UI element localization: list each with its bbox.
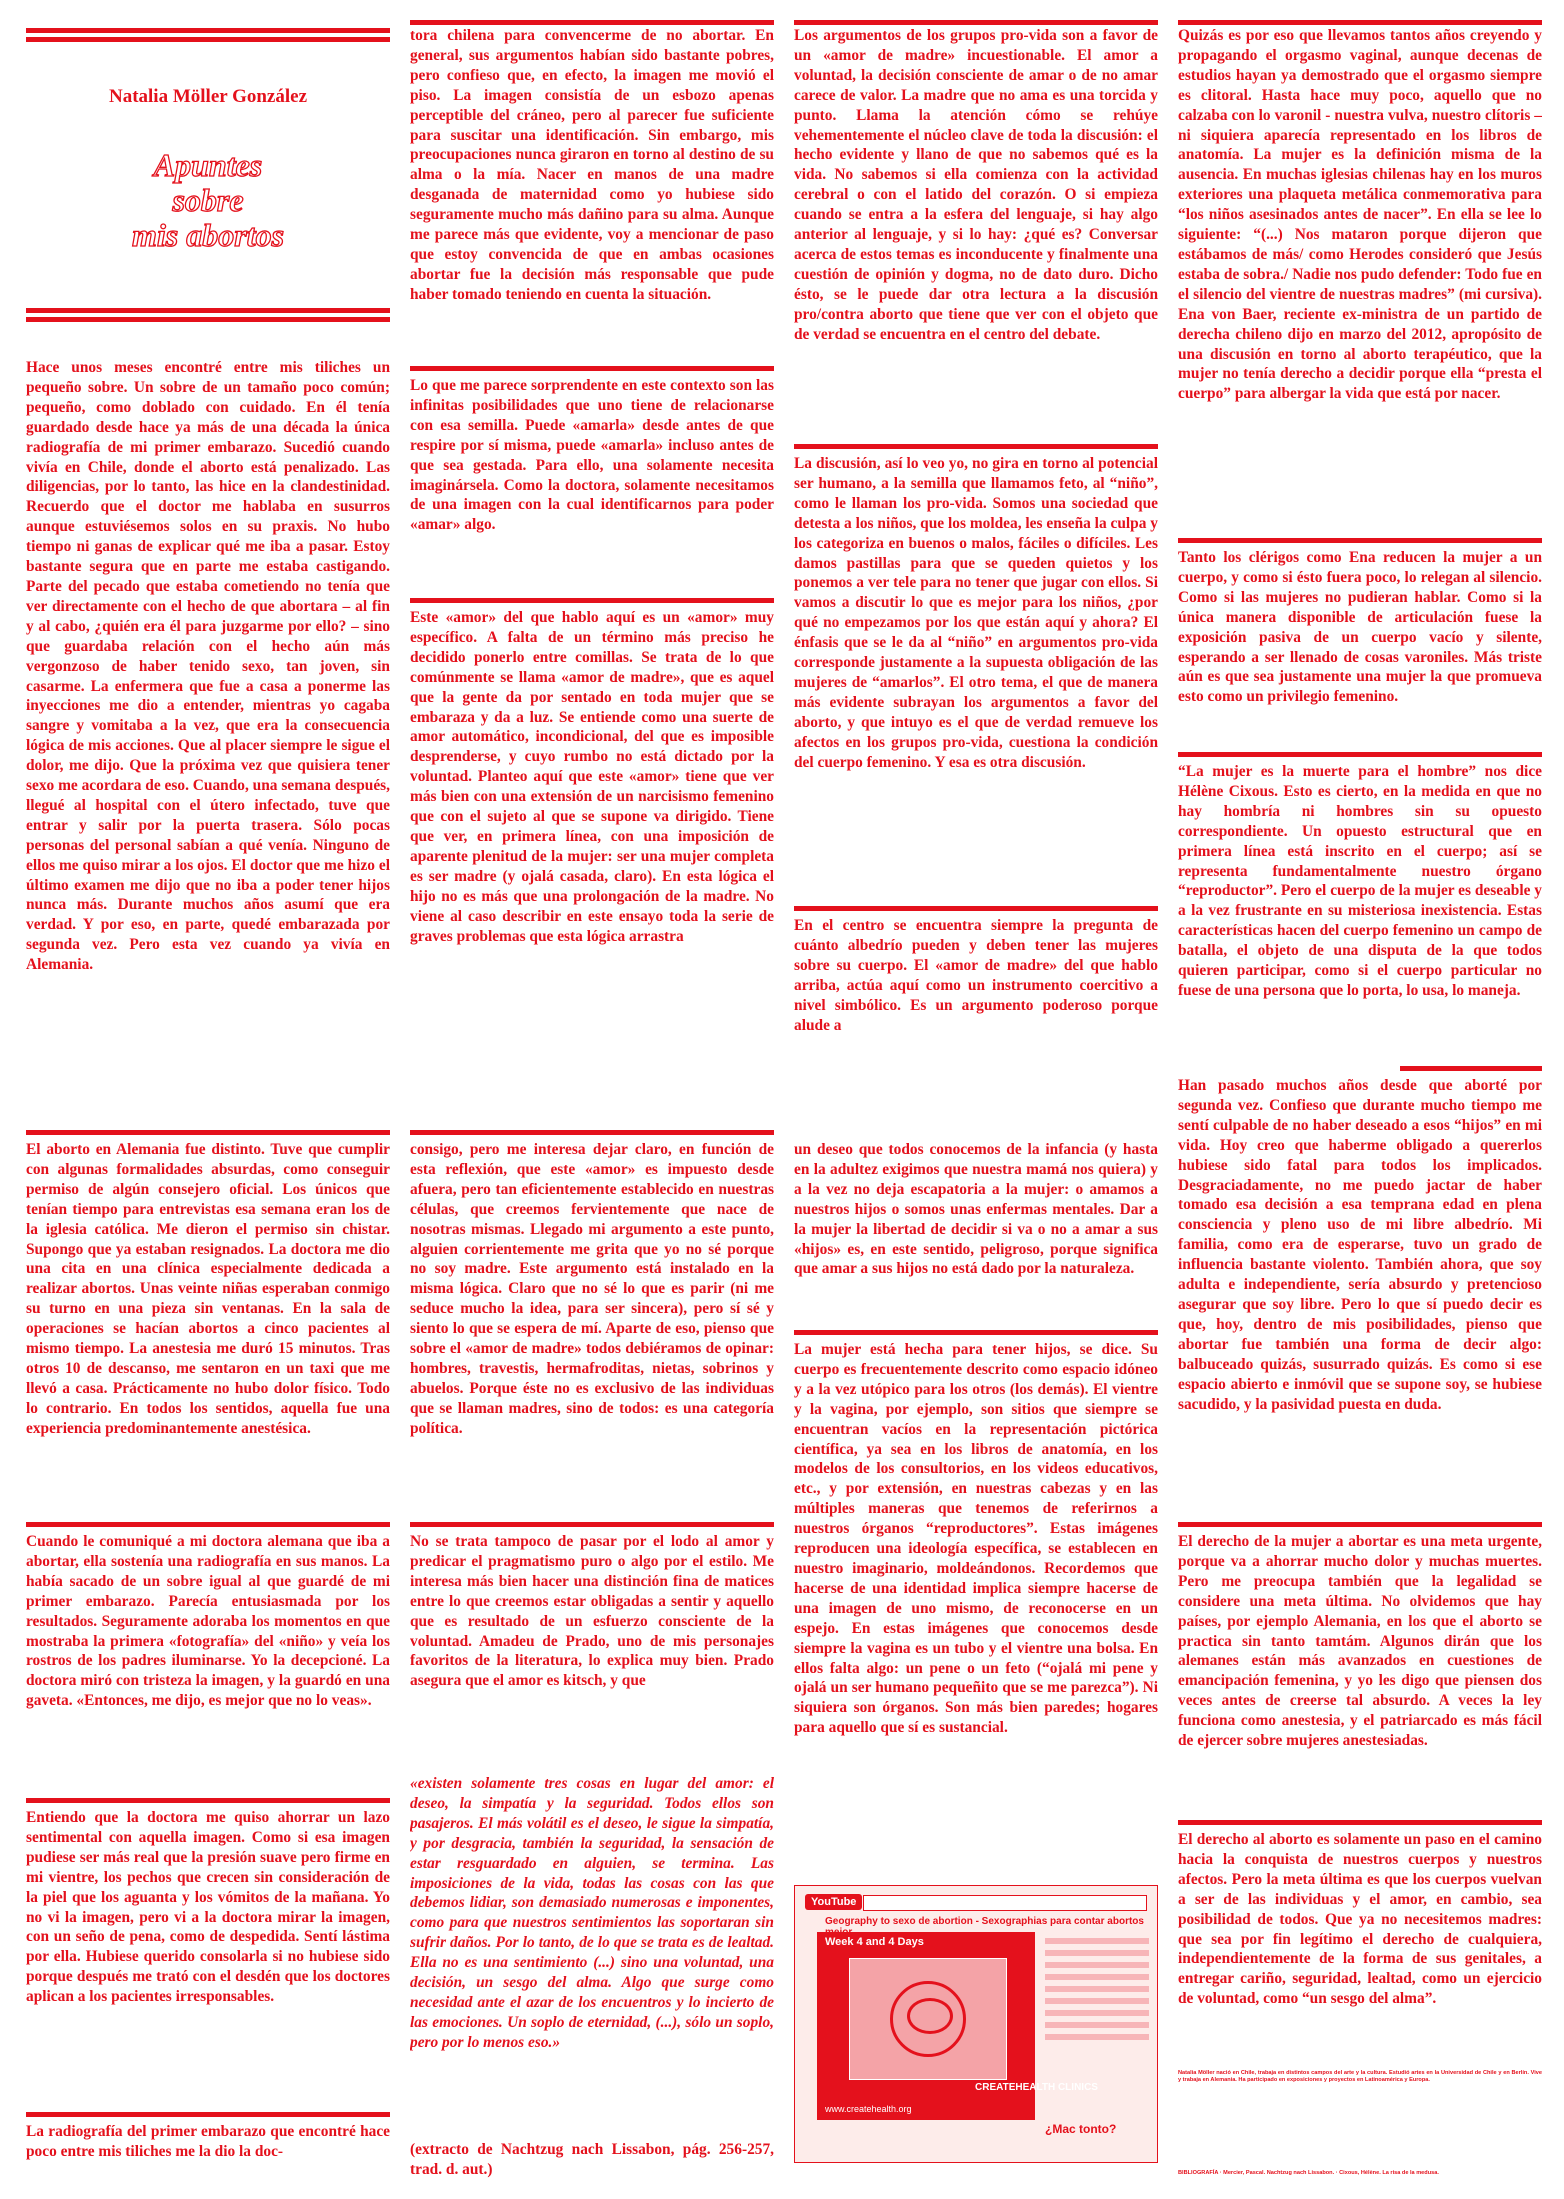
title-line: Apuntes bbox=[153, 147, 263, 183]
rule bbox=[410, 366, 774, 371]
search-bar bbox=[863, 1895, 1147, 1911]
col2-paragraph-3: Este «amor» del que hablo aquí es un «amor» muy específico. A falta de un término más preciso he decidido ponerlo entre comillas. Se trata de lo que comúnmente se llama «amor de madre», que es aquel que la gente da por sentado en toda mujer que se embaraza y da a luz. Se entiende como una suerte de amor automático, incondicional, del que es imposible desprenderse, y cuyo rumbo no está dictado por la voluntad. Planteo aquí que este «amor» tiene que ver más bien con una extensión de un narcisismo femenino que con el sujeto al que se supone va dirigido. Tiene que ver, en primera línea, con una imposición de aparente plenitud de la mujer: ser una mujer completa es ser madre (y ojalá casada, claro). En esta lógica el hijo no es más que una prolongación de la madre. No viene al caso describir en este ensayo toda la serie de graves problemas que esta lógica arrastra bbox=[410, 609, 774, 945]
col2-paragraph-2: Lo que me parece sorprendente en este contexto son las infinitas posibilidades que uno tiene de relacionarse con esa semilla. Puede «amarla» desde antes de que respire por sí misma, puede «amarla» incluso antes de que sea gestada. Para ello, una solamente necesita imaginársela. Como la doctora, solamente necesitamos de una imagen con la cual identificarnos para poder «amar» algo. bbox=[410, 377, 774, 534]
col3-paragraph-2: La discusión, así lo veo yo, no gira en torno al potencial ser humano, a la semilla que llamamos feto, al “niño”, como le llaman los pro-vida. Somos una sociedad que detesta a los niños, que los moldea, les enseña la culpa y los categoriza en buenos o malos, fáciles o difíciles. Les damos pastillas para que se queden quietos y los ponemos a ver tele para no tener que jugar con ellos. Si vamos a discutir lo que es mejor para los niños, ¿por qué no empezamos por los que están aquí y ahora? El énfasis que se le da al “niño” en argumentos pro-vida corresponde justamente a la supuesta obligación de las mujeres de “amarlos”. El otro tema, el que de manera más evidente subrayan los argumentos a favor del aborto, y que intuyo es el que de verdad remueve los afectos en los grupos pro-vida, cuestiona la condición del cuerpo femenino. Y esa es otra discusión. bbox=[794, 455, 1158, 771]
col2-paragraph-5: No se trata tampoco de pasar por el lodo al amor y predicar el pragmatismo puro o algo por el estilo. Me interesa más bien hacer una distinción fina de matices entre lo que creemos estar obligadas a sentir y aquello que es resultado de un esfuerzo consciente de la voluntad. Amadeu de Prado, uno de mis personajes favoritos de la literatura, lo explica muy bien. Prado asegura que el amor es kitsch, y que bbox=[410, 1533, 774, 1690]
rule bbox=[1178, 20, 1542, 25]
rule bbox=[1178, 1522, 1542, 1527]
rule bbox=[410, 598, 774, 603]
col4-paragraph-6: El derecho al aborto es solamente un paso en el camino hacia la conquista de nuestros cuerpos y nuestros afectos. Pero la meta última es que los cuerpos vuelvan a ser de las individuas y el amor, en cambio, sea posibilidad de todos. Que ya no necesitemos madres: que sea por fin legítimo el derecho de cualquiera, independientemente de la forma de sus genitales, a entregar cariño, seguridad, lealtad, como un ejercicio de voluntad, como “un sesgo del alma”. bbox=[1178, 1831, 1542, 2008]
rule bbox=[794, 444, 1158, 449]
bibliography: BIBLIOGRAFÍA · Mercier, Pascal. Nachtzug nach Lissabon. · Cixous, Hélène. La risa de la medusa. bbox=[1178, 2170, 1439, 2176]
author-name: Natalia Möller González bbox=[108, 86, 308, 107]
col1-paragraph-5: La radiografía del primer embarazo que encontré hace poco entre mis tiliches me la dio la doc- bbox=[26, 2123, 390, 2160]
article-title bbox=[26, 148, 390, 253]
rule bbox=[794, 906, 1158, 911]
col2-paragraph-1: tora chilena para convencerme de no abortar. En general, sus argumentos habían sido bastante pobres, pero confieso que, en efecto, la imagen me movió el piso. La imagen consistía de un esbozo apenas perceptible del cráneo, pero al parecer fue suficiente para suscitar una identificación. Sin embargo, mis preocupaciones nunca giraron en torno al destino de su alma o la mía. Nacer en manos de una madre desganada de maternidad como yo hubiese sido seguramente mucho más dañino para su alma. Aunque me parece más que evidente, voy a mencionar de paso que estoy convencida de que en ambas ocasiones abortar fue la decisión más responsable que pude haber tomado teniendo en cuenta la situación. bbox=[410, 27, 774, 303]
rule bbox=[26, 1130, 390, 1135]
video-url: www.createhealth.org bbox=[825, 2104, 912, 2114]
ultrasound-image bbox=[849, 1958, 1007, 2080]
author-bio: Natalia Möller nació en Chile, trabaja en distintos campos del arte y la cultura. Estudió artes en la Universidad de Chile y en Berlín. Vive y trabaja en Alemania. Ha participado en exposiciones y proyectos en Latinoamérica y Europa. bbox=[1178, 2070, 1542, 2083]
col4-paragraph-1: Quizás es por eso que llevamos tantos años creyendo y propagando el orgasmo vaginal, aunque decenas de estudios hayan ya demostrado que el orgasmo siempre es clitoral. Hasta hace muy poco, aquello que no calzaba con lo varonil - nuestra vulva, nuestro clítoris – ni siquiera aparecía representado en los libros de anatomía. La mujer es la definición misma de la ausencia. En muchas iglesias chilenas hay en los muros exteriores una plaqueta metálica conmemorativa para “los niños asesinados antes de nacer”. En ella se lee lo siguiente: “(...) Nos mataron porque dijeron que estábamos de más/ como Herodes consideró que Jesús estaba de sobra./ Nadie nos pudo defender: Todo fue en el silencio del vientre de nuestras madres” (mi cursiva). Ena von Baer, reciente ex-ministra de un partido de derecha chileno dijo en marzo del 2012, apropósito de una discusión en torno al aborto terapéutico, que la mujer no tenía derecho a decidir porque ella “presta el cuerpo” para albergar la vida que está por nacer. bbox=[1178, 27, 1542, 403]
col1-paragraph-4: Entiendo que la doctora me quiso ahorrar un lazo sentimental con aquella imagen. Como si esa imagen pudiese ser más real que la presión suave pero firme en mi vientre, los pechos que crecen sin consideración de la piel que los aguanta y los vómitos de la mañana. Yo no vi la imagen, pero vi a la doctora mirar la imagen, con un seño de pena, como de despedida. Sentí lástima por ella. Hubiese querido consolarla si no hubiese sido porque después me trató con el desdén que los doctores aplican a los pacientes irresponsables. bbox=[26, 1809, 390, 2006]
rule bbox=[26, 1522, 390, 1527]
video-title: Week 4 and 4 Days bbox=[825, 1936, 924, 1948]
rule bbox=[1178, 1820, 1542, 1825]
rule bbox=[410, 1522, 774, 1527]
col1-paragraph-2: El aborto en Alemania fue distinto. Tuve que cumplir con algunas formalidades absurdas, como conseguir permiso de algún consejero oficial. Los únicos que tenían tiempo para entrevistas esa semana eran los de la iglesia católica. Me dieron el permiso sin chistar. Supongo que ya estaban resignados. La doctora me dio una cita en una clínica especialmente dedicada a realizar abortos. Unas veinte niñas esperaban conmigo su turno en una pieza sin ventanas. En la sala de operaciones se hacían abortos a cinco pacientes al mismo tiempo. La anestesia me duró 15 minutos. Tras otros 10 de descanso, me sentaron en un taxi que me llevó a casa. Prácticamente no hubo dolor físico. Todo lo contrario. En todos los sentidos, aquella fue una experiencia predominantemente anestésica. bbox=[26, 1141, 390, 1437]
rule bbox=[1178, 752, 1542, 757]
col2-paragraph-4: consigo, pero me interesa dejar claro, en función de esta reflexión, que este «amor» es impuesto desde afuera, pero tan eficientemente establecido en nuestras células, que creemos fervientemente que nace de nosotras mismas. Llegado mi argumento a este punto, alguien corrientemente me grita que yo no sé porque no soy madre. Este argumento está instalado en la misma lógica. Claro que no sé lo que es parir (ni me seduce mucho la idea, para ser sincera), pero sí sé y siento lo que se espera de mí. Aparte de eso, pienso que sobre el «amor de madre» todos debiéramos de opinar: hombres, travestis, hermafroditas, nietas, sobrinos y abuelos. Porque éste no es exclusivo de las individuas que se llaman madres, sino de todos: es una categoría política. bbox=[410, 1141, 774, 1437]
rule bbox=[26, 1798, 390, 1803]
col4-paragraph-4: Han pasado muchos años desde que aborté por segunda vez. Confieso que durante mucho tiempo me sentí culpable de no haber deseado a esos “hijos” en mi vida. Hoy creo que haberme obligado a quererlos hubiese sido fatal para todos los implicados. Desgraciadamente, no me puedo jactar de haber tomado esa decisión a esa temprana edad en plena consciencia y pleno uso de mi libre albedrío. Mi familia, como era de esperarse, tuvo un grado de influencia bastante violento. También ahora, que soy adulta e independiente, sería absurdo y pretencioso asegurar que soy libre. Pero lo que sí puedo decir es que, hoy, dentro de mis posibilidades, pienso que abortar fue también una forma de decir algo: balbuceado quizás, susurrado quizás. Es como si ese espacio abierto e inmóvil que se supone soy, se hubiese sacudido, y la pasividad puesta en duda. bbox=[1178, 1077, 1542, 1413]
col4-paragraph-2: Tanto los clérigos como Ena reducen la mujer a un cuerpo, y como si ésto fuera poco, lo relegan al silencio. Como si las mujeres no pudieran hablar. Como si la única manera disponible de articulación fuese la exposición pasiva de un cuerpo vacío y silente, esperando a ser llenado de cosas varoniles. Más triste aún es que sea justamente una mujer la que promueva esto como un privilegio femenino. bbox=[1178, 549, 1542, 706]
header-rule-bottom bbox=[26, 308, 390, 322]
mac-link: ¿Mac tonto? bbox=[1045, 2122, 1117, 2136]
rule bbox=[794, 1330, 1158, 1335]
fetus-icon bbox=[890, 1981, 966, 2057]
col3-paragraph-4: un deseo que todos conocemos de la infancia (y hasta en la adultez exigimos que nuestra mamá nos quiera) y a la vez no deja escapatoria a la mujer: o amamos a nuestros hijos o somos unas enfermas mentales. Dar a la mujer la libertad de decidir si va o no a amar a sus «hijos» es, en este sentido, peligroso, porque significa que amar a sus hijos no está dado por la naturaleza. bbox=[794, 1141, 1158, 1278]
quote-source: (extracto de Nachtzug nach Lissabon, pág. 256-257, trad. d. aut.) bbox=[410, 2141, 774, 2178]
rule bbox=[410, 1130, 774, 1135]
col1-paragraph-3: Cuando le comuniqué a mi doctora alemana que iba a abortar, ella sostenía una radiografía en sus manos. La había sacado de un sobre igual al que guardé de mi primer embarazo. Parecía entusiasmada por los resultados. Seguramente adoraba los momentos en que mostraba la primera «fotografía» del «niño» y veía los rostros de los padres iluminarse. Yo la decepcioné. La doctora miró con tristeza la imagen, y la guardó en una gaveta. «Entonces, me dijo, es mejor que no lo veas». bbox=[26, 1533, 390, 1710]
rule bbox=[26, 2112, 390, 2117]
col3-paragraph-1: Los argumentos de los grupos pro-vida son a favor de un «amor de madre» incuestionable. El amor a voluntad, la decisión consciente de amar o de no amar carece de valor. La madre que no ama es una torcida y punto. Llama la atención cómo se rehúye vehementemente el núcleo clave de toda la discusión: el hecho evidente y llano de que no sabemos qué es la vida. No sabemos si ella comienza con la actividad cerebral o con el latido del corazón. O si empieza cuando se entra a la esfera del lenguaje, si hay algo anterior al lenguaje, y si lo hay: ¿qué es? Conversar acerca de estos temas es inconducente y finalmente una cuestión de opinión y dogma, no de dato duro. Dicho ésto, se le puede dar otra lectura a la discusión pro/contra aborto que tiene que ver con el objeto que de verdad se encuentra en el centro del debate. bbox=[794, 27, 1158, 343]
video-screenshot bbox=[794, 1885, 1158, 2163]
col3-paragraph-5: La mujer está hecha para tener hijos, se dice. Su cuerpo es frecuentemente descrito como espacio idóneo y a la vez utópico para los otros (los demás). El vientre y la vagina, por ejemplo, son sitios que siempre se encuentran vacíos en la representación pictórica científica, ya sea en los libros de anatomía, en los modelos de los consultorios, en los videos educativos, etc., y por extensión, en nuestras cabezas y en las múltiples maneras que tenemos de referirnos a nuestros órganos “reproductores”. Estas imágenes reproducen una ideología específica, se establecen en nuestro imaginario, moldeándonos. Recordemos que hacerse de una identidad implica siempre hacerse de una imagen de uno mismo, de reconocerse en un espejo. En estas imágenes que conocemos desde siempre la vagina es un tubo y el vientre una bolsa. En ellos falta algo: un pene o un feto (“ojalá mi pene y ojalá un ser humano pequeñito que se me parezca”). Ni siquiera son órganos. Son más bien paredes; hogares para aquello que sí es sustancial. bbox=[794, 1341, 1158, 1737]
col4-paragraph-3: “La mujer es la muerte para el hombre” nos dice Hélène Cixous. Esto es cierto, en la medida en que no hay hombría ni hombres sin su opuesto correspondiente. Un opuesto estructural que en primera línea está inscrito en el cuerpo; así se representa fundamentalmente nuestro órgano “reproductor”. Pero el cuerpo de la mujer es deseable y a la vez frustrante en su misteriosa inexistencia. Estas características hacen del cuerpo femenino un campo de batalla, el objeto de una disputa de la que todos quieren participar, como si el cuerpo particular no fuese de una persona que lo porta, lo usa, lo maneja. bbox=[1178, 763, 1542, 999]
col3-paragraph-3: En el centro se encuentra siempre la pregunta de cuánto albedrío pueden y deben tener las mujeres sobre su cuerpo. El «amor de madre» del que hablo arriba, actúa aquí como un instrumento coercitivo a nivel simbólico. Es un argumento poderoso porque alude a bbox=[794, 917, 1158, 1034]
rule bbox=[410, 20, 774, 25]
col4-paragraph-5: El derecho de la mujer a abortar es una meta urgente, porque va a ahorrar mucho dolor y muchas muertes. Pero me preocupa también que la legalidad se considere una meta última. No olvidemos que hay países, por ejemplo Alemania, en los que el aborto se practica sin tanto tamtám. Algunos dirán que los alemanes están más avanzados en cuestiones de emancipación femenina, y yo les digo que piensen dos veces antes de creerse tal absurdo. A veces la ley funciona como anestesia, y el patriarcado es más fácil de ejercer sobre mujeres anestesiadas. bbox=[1178, 1533, 1542, 1750]
title-line: mis abortos bbox=[131, 217, 285, 253]
title-line: sobre bbox=[172, 182, 244, 218]
rule bbox=[1400, 1066, 1542, 1071]
rule bbox=[1178, 538, 1542, 543]
clinic-banner: CREATEHEALTH CLINICS bbox=[975, 2082, 1098, 2093]
youtube-logo: YouTube bbox=[805, 1894, 862, 1910]
rule bbox=[794, 20, 1158, 25]
col1-paragraph-1: Hace unos meses encontré entre mis tiliches un pequeño sobre. Un sobre de un tamaño poco común; pequeño, como doblado con cuidado. En él tenía guardado desde hace ya más de una década la única radiografía de mi primer embarazo. Sucedió cuando vivía en Chile, donde el aborto está penalizado. Las diligencias, por lo tanto, las hice en la clandestinidad. Recuerdo que el doctor me hablaba en susurros aunque estuviésemos solos en su praxis. No hubo tiempo ni ganas de explicar qué me iba a pasar. Estoy bastante segura que en parte me estaba castigando. Parte del pecado que estaba cometiendo no tenía que ver directamente con el hecho de que abortara – al fin y al cabo, ¿quién era él para juzgarme por ello? – sino que guardaba relación con el hecho aún más vergonzoso de haber tenido sexo, tan joven, sin casarme. La enfermera que fue a casa a ponerme las inyecciones me dio a entender, mientras yo cagaba sangre y vomitaba a la vez, que era la consecuencia lógica de mis acciones. Que al placer siempre le sigue el dolor, me dijo. Que la próxima vez que quisiera tener sexo me acordara de eso. Cuando, una semana después, llegué al hospital con el útero infectado, tuve que entrar y salir por la puerta trasera. Sólo pocas personas del personal sabían a qué venía. Ninguno de ellos me quiso mirar a los ojos. El doctor que me hizo el último examen me dijo que no iba a poder tener hijos nunca más. Durante muchos años asumí que era verdad. Y por eso, en parte, quedé embarazada por segunda vez. Pero esta vez cuando ya vivía en Alemania. bbox=[26, 359, 390, 974]
video-page-title: Geography to sexo de abortion - Sexographias para contar abortos bbox=[825, 1916, 1144, 1927]
header-rule-top bbox=[26, 28, 390, 42]
prado-quote: «existen solamente tres cosas en lugar del amor: el deseo, la simpatía y la seguridad. Todos ellos son pasajeros. El más volátil es el deseo, le sigue la simpatía, y por desgracia, también la seguridad, la sensación de estar resguardado en alguien, se termina. Las imposiciones de la vida, todas las cosas con las que debemos lidiar, son demasiado numerosas e imponentes, como para que nuestros sentimientos las soportaran sin sufrir daños. Por lo tanto, de lo que se trata es de lealtad. Ella no es una sentimiento (...) sino una voluntad, una decisión, un sesgo del alma. Algo que surge como necesidad ante el azar de los encuentros y lo incierto de las emociones. Un soplo de eternidad, (...), sólo un soplo, pero por lo menos eso.» bbox=[410, 1775, 774, 2051]
